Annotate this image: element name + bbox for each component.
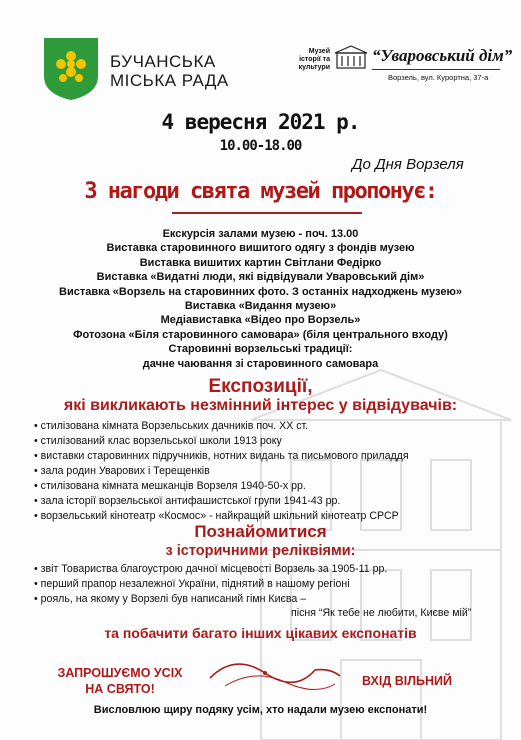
council-name-line1: БУЧАНСЬКА: [110, 52, 216, 71]
list-item: • звіт Товариства благоустрою дачної місцевості Ворзель за 1905-11 рр.: [34, 562, 387, 577]
list-item: • зала історії ворзельської антифашистської групи 1941-43 рр.: [34, 494, 409, 509]
museum-type-label: [288, 48, 330, 72]
council-emblem-icon: [42, 36, 100, 102]
event-occasion: До Дня Ворзеля: [352, 156, 464, 173]
program-item: Старовинні ворзельські традиції:: [168, 343, 353, 356]
museum-type-line1: Музей: [308, 48, 330, 55]
invitation-text: [40, 665, 200, 697]
list-item: • ворзельський кінотеатр «Космос» - найкращий шкільний кінотеатр СРСР: [34, 509, 409, 524]
council-name-line2: МІСЬКА РАДА: [110, 71, 229, 90]
see-more-text: та побачити багато інших цікавих експонатів: [104, 625, 417, 641]
museum-address: Ворзель, вул. Курортна, 37-а: [388, 73, 489, 82]
expositions-list: [34, 419, 409, 524]
list-item: • стилізована кімната Ворзельських дачників поч. ХХ ст.: [34, 419, 409, 434]
event-date: 4 вересня 2021 р.: [161, 110, 360, 134]
program-item: Фотозона «Біля старовинного самовара» (біля центрального входу): [73, 328, 448, 341]
relics-list: [34, 562, 387, 607]
program-item: дачне чаювання зі старовинного самовара: [142, 357, 379, 370]
museum-building-icon: [334, 44, 368, 70]
relics-title: Познайомитися: [194, 522, 327, 541]
anthem-line: пісня “Як тебе не любити, Києве мій”: [291, 607, 472, 619]
invitation-line2: НА СВЯТО!: [85, 682, 155, 696]
council-name: [110, 52, 229, 90]
invitation-line1: ЗАПРОШУЄМО УСІХ: [57, 666, 183, 680]
museum-divider: [372, 69, 500, 70]
program-item: Виставка «Видання музею»: [184, 300, 337, 313]
list-item: • виставки старовинних підручників, нотних видань та письмового приладдя: [34, 449, 409, 464]
program-list: [0, 227, 521, 371]
program-item: Виставка «Ворзель на старовинних фото. З останніх надходжень музею»: [59, 285, 462, 298]
program-item: Медіавиставка «Відео про Ворзель»: [160, 314, 361, 327]
list-item: • перший прапор незалежної України, піднятий в нашому регіоні: [34, 577, 387, 592]
program-item: Виставка «Видатні люди, які відвідували Уваровський дім»: [96, 271, 425, 284]
museum-header: [288, 40, 513, 85]
program-item: Виставка вишитих картин Світлани Федірко: [139, 256, 382, 269]
program-item: Виставка старовинного вишитого одягу з фондів музею: [106, 242, 415, 255]
list-item: • зала родин Уварових і Терещенків: [34, 464, 409, 479]
decorative-flourish: [205, 648, 345, 698]
list-item: • стилізована кімната мешканців Ворзеля 1940-50-х рр.: [34, 479, 409, 494]
museum-name: “Уваровський дім”: [372, 46, 513, 65]
list-item: • рояль, на якому у Ворзелі був написаний гімн Києва –: [34, 592, 387, 607]
expositions-title: Експозиції,: [208, 376, 313, 397]
event-time: 10.00-18.00: [219, 138, 302, 154]
thanks-text: Висловлюю щиру подяку усім, хто надали музею експонати!: [93, 704, 428, 716]
free-entry-text: ВХІД ВІЛЬНИЙ: [362, 674, 452, 688]
relics-subtitle: з історичними реліквіями:: [165, 543, 356, 559]
list-item: • стилізований клас ворзельської школи 1913 року: [34, 434, 409, 449]
headline-divider: [172, 212, 362, 214]
expositions-subtitle: які викликають незмінний інтерес у відвідувачів:: [63, 397, 458, 414]
museum-type-line2: історії та культури: [298, 56, 330, 71]
event-headline: З нагоди свята музей пропонує:: [84, 179, 437, 204]
program-item: Екскурсія залами музею - поч. 13.00: [162, 228, 359, 240]
